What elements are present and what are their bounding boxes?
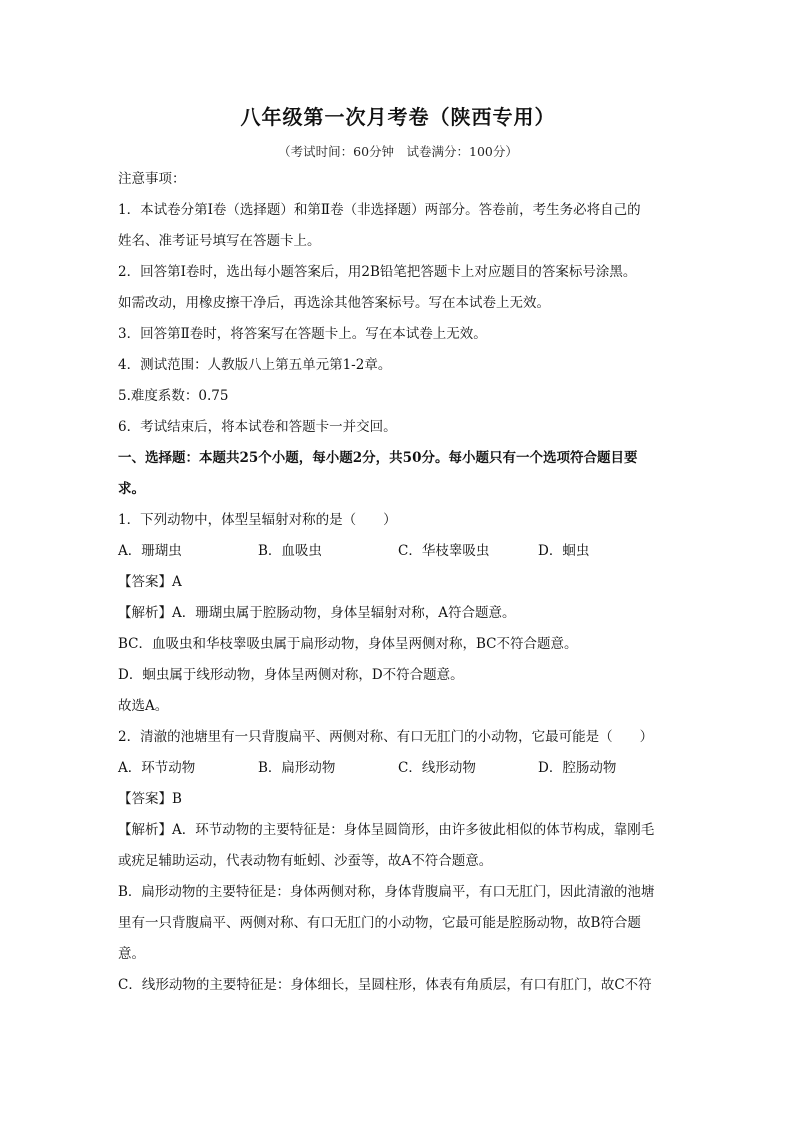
notes-line: 5.难度系数：0.75 — [118, 388, 229, 404]
exam-info: （考试时间：60分钟 试卷满分：100分） — [278, 144, 518, 159]
section-heading: 一、选择题：本题共25个小题，每小题2分，共50分。每小题只有一个选项符合题目要 — [118, 450, 638, 466]
question-1-analysis: D．蛔虫属于线形动物，身体呈两侧对称，D不符合题意。 — [118, 667, 464, 683]
question-2-analysis: 【解析】A．环节动物的主要特征是：身体呈圆筒形，由许多彼此相似的体节构成，靠刚毛 — [118, 822, 655, 838]
option-d: D．腔肠动物 — [538, 760, 617, 776]
question-2-analysis: 或疣足辅助运动，代表动物有蚯蚓、沙蚕等，故A不符合题意。 — [118, 853, 493, 869]
question-2-analysis: C．线形动物的主要特征是：身体细长，呈圆柱形，体表有角质层，有口有肛门，故C不符 — [118, 977, 652, 993]
question-1-options — [118, 536, 678, 567]
option-d: D．蛔虫 — [538, 543, 590, 559]
question-1-analysis: BC．血吸虫和华枝睾吸虫属于扁形动物，身体呈两侧对称，BC不符合题意。 — [118, 636, 578, 652]
question-2-analysis: 里有一只背腹扁平、两侧对称、有口无肛门的小动物，它最可能是腔肠动物，故B符合题 — [118, 915, 641, 931]
notes-line: 1．本试卷分第Ⅰ卷（选择题）和第Ⅱ卷（非选择题）两部分。答卷前，考生务必将自己的 — [118, 202, 641, 218]
section-heading-cont: 求。 — [118, 481, 145, 497]
question-2-analysis: B．扁形动物的主要特征是：身体两侧对称，身体背腹扁平，有口无肛门，因此清澈的池塘 — [118, 884, 655, 900]
page-title: 八年级第一次月考卷（陕西专用） — [240, 105, 556, 129]
question-2-analysis: 意。 — [118, 946, 145, 962]
notes-line: 4．测试范围：人教版八上第五单元第1-2章。 — [118, 357, 392, 373]
notes-line: 姓名、准考证号填写在答题卡上。 — [118, 233, 321, 249]
option-c: C．华枝睾吸虫 — [398, 543, 490, 559]
option-b: B．扁形动物 — [258, 760, 336, 776]
notes-line: 3．回答第Ⅱ卷时，将答案写在答题卡上。写在本试卷上无效。 — [118, 326, 487, 342]
option-a: A．珊瑚虫 — [118, 543, 182, 559]
notes-line: 如需改动，用橡皮擦干净后，再选涂其他答案标号。写在本试卷上无效。 — [118, 295, 550, 311]
notes-line: 6．考试结束后，将本试卷和答题卡一并交回。 — [118, 419, 397, 435]
option-c: C．线形动物 — [398, 760, 476, 776]
question-2-options — [118, 753, 678, 784]
notes-heading: 注意事项： — [118, 171, 186, 187]
notes-line: 2．回答第Ⅰ卷时，选出每小题答案后，用2B铅笔把答题卡上对应题目的答案标号涂黑。 — [118, 264, 637, 280]
page-content — [118, 102, 678, 1001]
question-1-stem: 1．下列动物中，体型呈辐射对称的是（ ） — [118, 512, 397, 528]
option-b: B．血吸虫 — [258, 543, 322, 559]
question-1-analysis: 故选A。 — [118, 698, 169, 714]
option-a: A．环节动物 — [118, 760, 196, 776]
question-1-answer: 【答案】A — [118, 574, 182, 590]
question-1-analysis: 【解析】A．珊瑚虫属于腔肠动物，身体呈辐射对称，A符合题意。 — [118, 605, 516, 621]
question-2-stem: 2．清澈的池塘里有一只背腹扁平、两侧对称、有口无肛门的小动物，它最可能是（ ） — [118, 729, 654, 745]
question-2-answer: 【答案】B — [118, 791, 182, 807]
